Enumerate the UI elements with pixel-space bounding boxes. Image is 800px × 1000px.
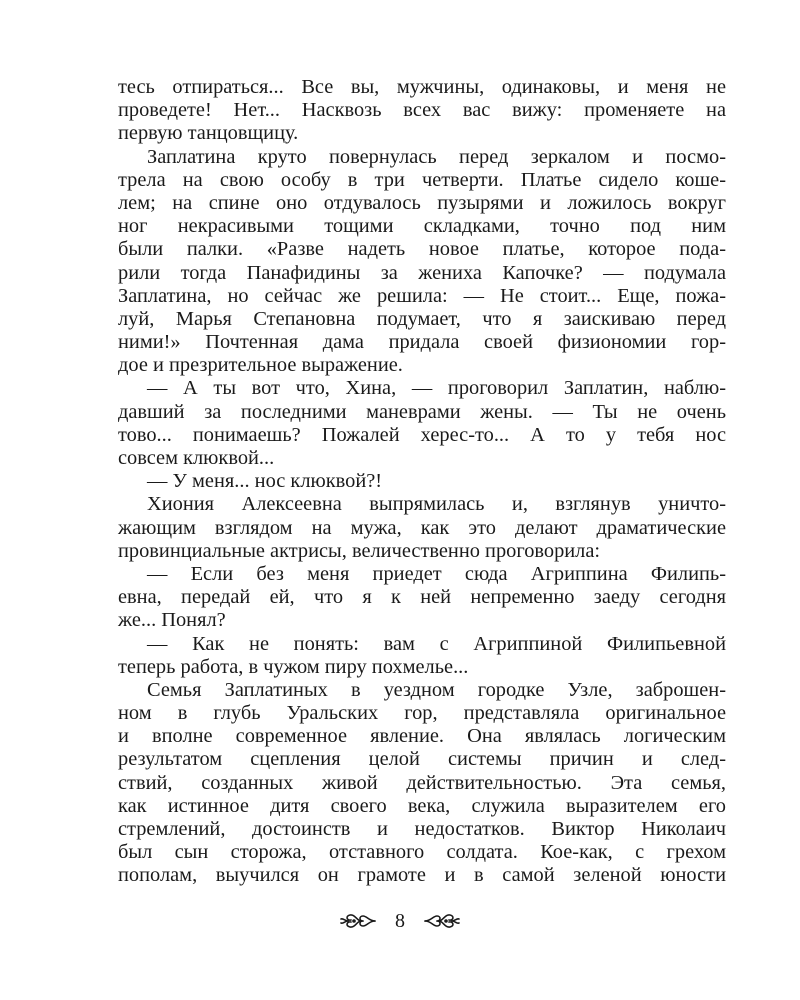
text-line: пополам, выучился он грамоте и в самой зеленой юности: [118, 864, 726, 887]
text-line: — Как не понять: вам с Агриппиной Филипьевной: [147, 632, 726, 655]
text-line: был сын сторожа, отставного солдата. Кое-как, с грехом: [118, 841, 726, 864]
floral-ornament-left-icon: [339, 910, 377, 932]
text-line: — У меня... нос клюквой?!: [147, 470, 383, 493]
text-line: тово... понимаешь? Пожалей херес-то... А то у тебя нос: [118, 423, 726, 446]
text-line: ног некрасивыми тощими складками, точно под ним: [118, 215, 726, 238]
text-line: же... Понял?: [118, 609, 226, 632]
text-line: Семья Заплатиных в уездном городке Узле, заброшен-: [147, 678, 726, 701]
text-line: как истинное дитя своего века, служила выразителем его: [118, 794, 726, 817]
text-line: — А ты вот что, Хина, — проговорил Заплатин, наблю-: [147, 377, 726, 400]
text-line: Заплатина круто повернулась перед зеркалом и посмо-: [147, 145, 726, 168]
text-line: и вполне современное явление. Она являлась логическим: [118, 725, 726, 748]
text-line: стремлений, достоинств и недостатков. Виктор Николаич: [118, 818, 726, 840]
text-line: евна, передай ей, что я к ней непременно заеду сегодня: [118, 586, 726, 609]
text-line: трела на свою особу в три четверти. Платье сидело коше-: [118, 168, 726, 191]
text-line: провинциальные актрисы, величественно проговорила:: [118, 539, 601, 562]
text-line: лем; на спине оно отдувалось пузырями и ложилось вокруг: [118, 191, 726, 214]
text-line: результатом сцепления целой системы причин и след-: [118, 748, 726, 771]
text-line: теперь работа, в чужом пиру похмелье...: [118, 655, 469, 678]
text-line: были палки. «Разве надеть новое платье, которое пода-: [118, 238, 726, 261]
text-line: — Если без меня приедет сюда Агриппина Филипь-: [147, 562, 726, 585]
text-line: совсем клюквой...: [118, 447, 275, 469]
floral-ornament-right-icon: [423, 910, 461, 932]
text-line: давший за последними маневрами жены. — Ты не очень: [118, 400, 726, 423]
text-line: ном в глубь Уральских гор, представляла оригинальное: [118, 702, 726, 725]
text-line: рили тогда Панафидины за жениха Капочке? — подумала: [118, 261, 726, 284]
text-line: первую танцовщицу.: [118, 122, 299, 145]
text-line: проведете! Нет... Насквозь всех вас вижу: променяете на: [118, 99, 726, 122]
text-line: ствий, созданных живой действительностью. Эта семья,: [118, 771, 726, 794]
text-line: дое и презрительное выражение.: [118, 354, 403, 377]
text-line: Хиония Алексеевна выпрямилась и, взглянув уничто-: [147, 493, 726, 516]
text-line: Заплатина, но сейчас же решила: — Не стоит... Еще, пожа-: [118, 284, 726, 307]
page-footer: [0, 906, 800, 936]
text-line: тесь отпираться... Все вы, мужчины, одинаковы, и меня не: [118, 76, 726, 98]
page-number: 8: [395, 910, 405, 932]
text-line: ними!» Почтенная дама придала своей физиономии гор-: [118, 331, 726, 354]
text-line: луй, Марья Степановна подумает, что я заискиваю перед: [118, 307, 726, 330]
body-text: [118, 76, 726, 888]
text-line: жающим взглядом на мужа, как это делают драматические: [118, 516, 726, 539]
